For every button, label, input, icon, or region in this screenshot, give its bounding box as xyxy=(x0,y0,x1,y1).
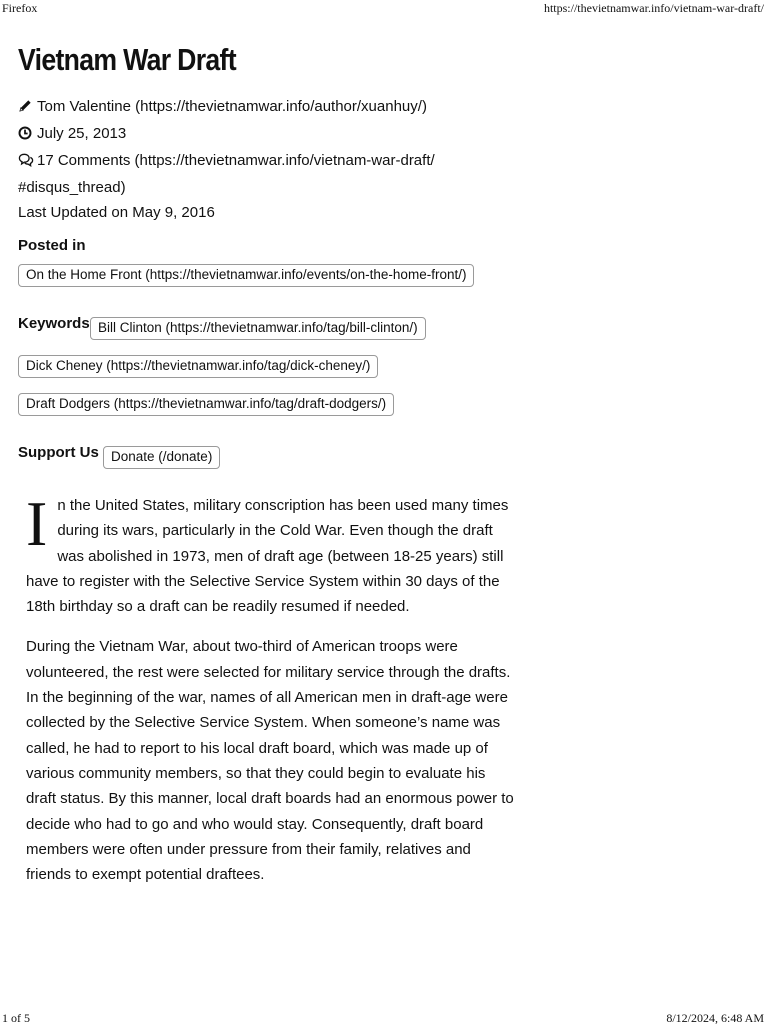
category-link[interactable]: On the Home Front (https://thevietnamwar.info/events/on-the-home-front/) xyxy=(18,264,474,287)
comments-link-continued[interactable]: #disqus_thread) xyxy=(18,179,126,196)
donate-link[interactable]: Donate (/donate) xyxy=(103,446,220,469)
author-line xyxy=(18,94,618,121)
page-title: Vietnam War Draft xyxy=(18,42,236,77)
print-header xyxy=(0,0,768,16)
author-link[interactable]: Tom Valentine (https://thevietnamwar.info/author/xuanhuy/) xyxy=(37,98,427,115)
page-count: 1 of 5 xyxy=(2,1011,30,1024)
paragraph-text: n the United States, military conscription has been used many times during its wars, particularly in the Cold War. Even though the draft was abolished in 1973, men of draft age (between 18-25 years) still have to register with the Selective Service System within 30 days of the 18th birthday so a draft can be readily resumed if needed. xyxy=(26,497,509,616)
keyword-link-dick-cheney[interactable]: Dick Cheney (https://thevietnamwar.info/tag/dick-cheney/) xyxy=(18,355,378,378)
browser-name: Firefox xyxy=(2,1,38,15)
keywords-label: Keywords xyxy=(18,315,90,332)
posted-in-label: Posted in xyxy=(18,237,86,254)
print-timestamp: 8/12/2024, 6:48 AM xyxy=(666,1011,764,1024)
comments-icon xyxy=(18,150,34,175)
pencil-icon xyxy=(18,96,34,121)
page-url: https://thevietnamwar.info/vietnam-war-draft/ xyxy=(543,1,764,15)
article-paragraph: During the Vietnam War, about two-third of American troops were volunteered, the rest were selected for military service through the drafts. In the beginning of the war, names of all American men in draft-age were collected by the Selective Service System. When someone’s name was called, he had to report to his local draft board, which was made up of various community members, so that they could begin to evaluate his draft status. By this manner, local draft boards had an enormous power to decide who had to go and who would stay. Consequently, draft board members were often under pressure from their family, relatives and friends to exempt potential draftees. xyxy=(26,638,514,884)
support-us-label: Support Us xyxy=(18,444,99,461)
date-line xyxy=(18,121,618,148)
article-paragraph xyxy=(26,488,518,619)
comments-line xyxy=(18,148,618,175)
drop-cap: I xyxy=(26,488,48,559)
print-footer xyxy=(0,1010,768,1024)
clock-icon xyxy=(18,123,34,148)
comments-link[interactable]: 17 Comments (https://thevietnamwar.info/vietnam-war-draft/ xyxy=(37,152,435,169)
post-meta xyxy=(18,94,618,225)
post-date: July 25, 2013 xyxy=(37,125,127,142)
article-body xyxy=(26,488,518,902)
keyword-link-draft-dodgers[interactable]: Draft Dodgers (https://thevietnamwar.info/tag/draft-dodgers/) xyxy=(18,393,394,416)
last-updated: Last Updated on May 9, 2016 xyxy=(18,204,215,221)
keyword-link-bill-clinton[interactable]: Bill Clinton (https://thevietnamwar.info/tag/bill-clinton/) xyxy=(90,317,426,340)
